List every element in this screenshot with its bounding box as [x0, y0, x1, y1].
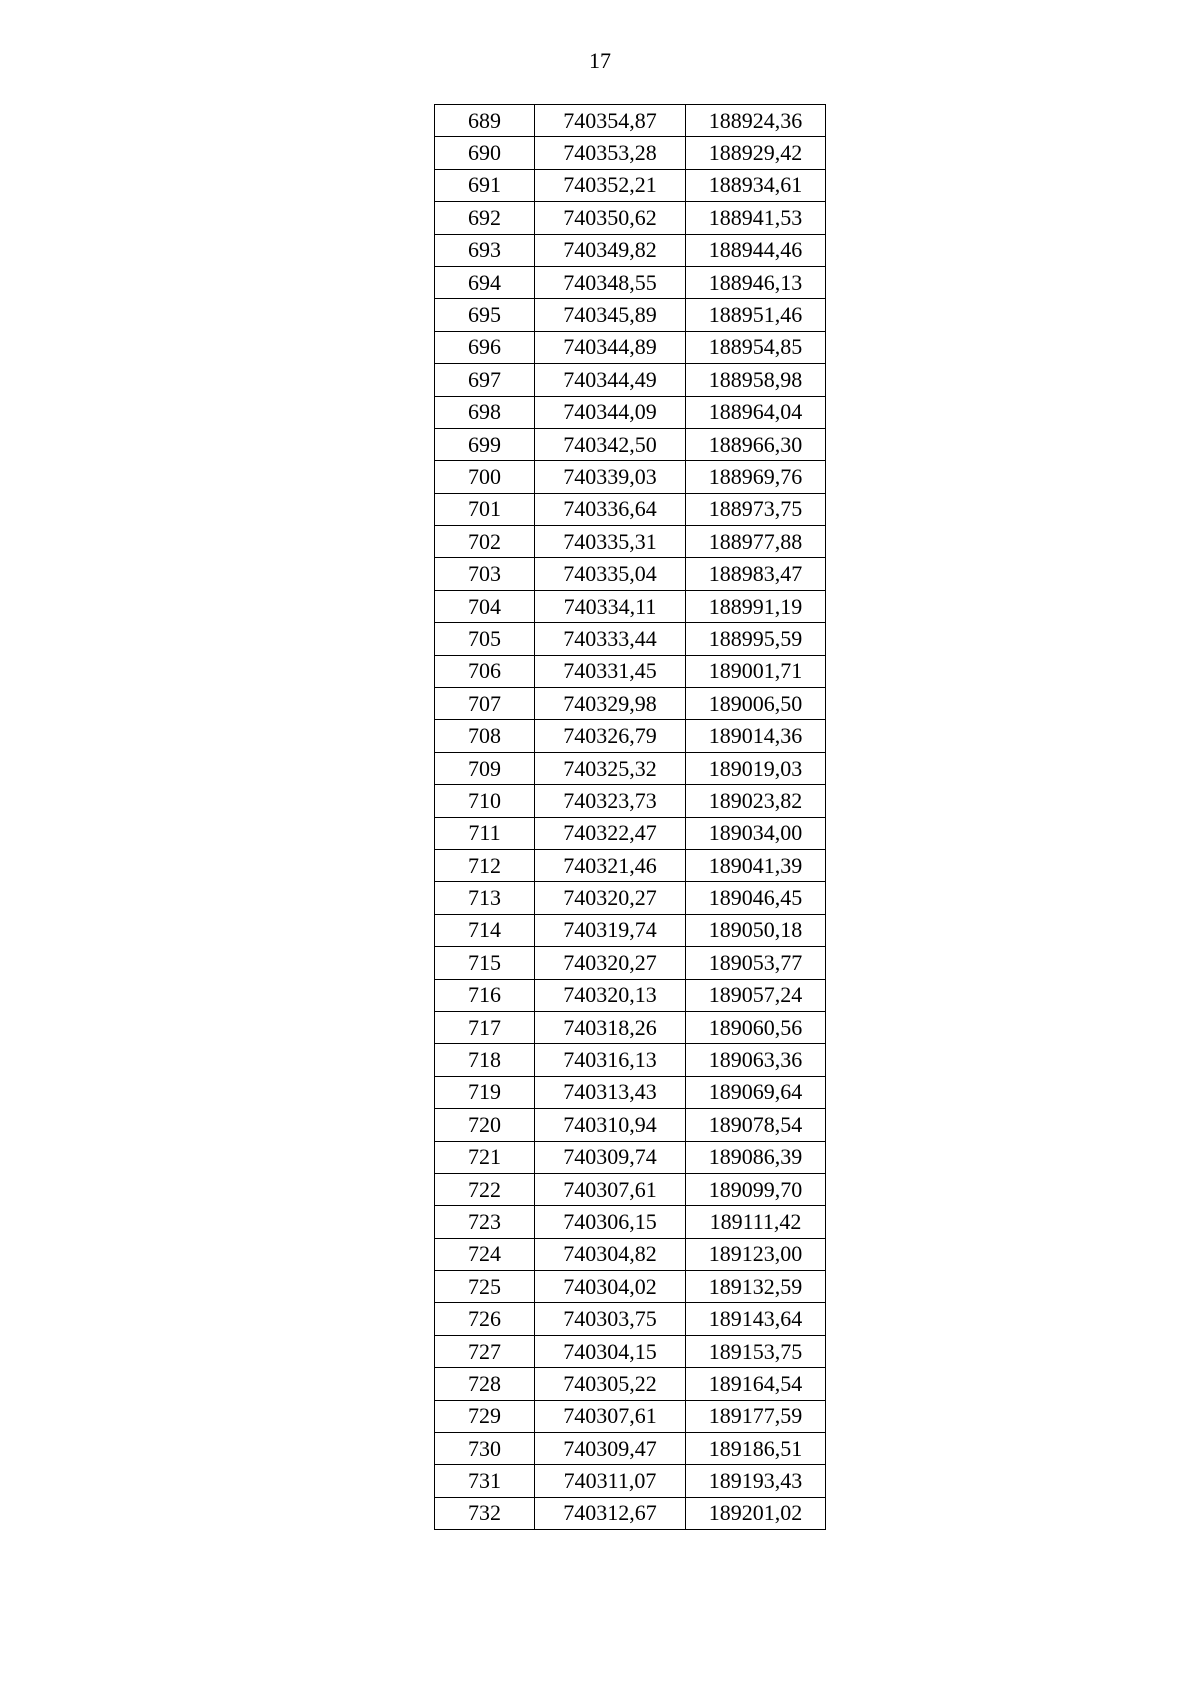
point-number-cell: 712 — [435, 849, 535, 881]
y-coordinate-cell: 188958,98 — [686, 364, 826, 396]
point-number-cell: 713 — [435, 882, 535, 914]
y-coordinate-cell: 189193,43 — [686, 1465, 826, 1497]
x-coordinate-cell: 740309,47 — [535, 1433, 686, 1465]
x-coordinate-cell: 740310,94 — [535, 1109, 686, 1141]
point-number-cell: 689 — [435, 105, 535, 137]
y-coordinate-cell: 189057,24 — [686, 979, 826, 1011]
point-number-cell: 718 — [435, 1044, 535, 1076]
y-coordinate-cell: 188944,46 — [686, 234, 826, 266]
y-coordinate-cell: 189060,56 — [686, 1011, 826, 1043]
x-coordinate-cell: 740344,49 — [535, 364, 686, 396]
x-coordinate-cell: 740348,55 — [535, 266, 686, 298]
point-number-cell: 693 — [435, 234, 535, 266]
point-number-cell: 696 — [435, 331, 535, 363]
x-coordinate-cell: 740312,67 — [535, 1497, 686, 1529]
table-row — [435, 202, 826, 234]
table-row — [435, 1173, 826, 1205]
x-coordinate-cell: 740304,02 — [535, 1271, 686, 1303]
point-number-cell: 730 — [435, 1433, 535, 1465]
x-coordinate-cell: 740329,98 — [535, 688, 686, 720]
x-coordinate-cell: 740344,89 — [535, 331, 686, 363]
x-coordinate-cell: 740303,75 — [535, 1303, 686, 1335]
point-number-cell: 724 — [435, 1238, 535, 1270]
y-coordinate-cell: 188973,75 — [686, 493, 826, 525]
x-coordinate-cell: 740325,32 — [535, 752, 686, 784]
table-row — [435, 1044, 826, 1076]
table-row — [435, 299, 826, 331]
point-number-cell: 721 — [435, 1141, 535, 1173]
table-row — [435, 364, 826, 396]
point-number-cell: 692 — [435, 202, 535, 234]
point-number-cell: 699 — [435, 428, 535, 460]
y-coordinate-cell: 189019,03 — [686, 752, 826, 784]
table-row — [435, 526, 826, 558]
x-coordinate-cell: 740305,22 — [535, 1368, 686, 1400]
y-coordinate-cell: 189034,00 — [686, 817, 826, 849]
table-row — [435, 461, 826, 493]
table-row — [435, 1271, 826, 1303]
x-coordinate-cell: 740320,27 — [535, 882, 686, 914]
x-coordinate-cell: 740326,79 — [535, 720, 686, 752]
point-number-cell: 694 — [435, 266, 535, 298]
point-number-cell: 709 — [435, 752, 535, 784]
table-row — [435, 688, 826, 720]
x-coordinate-cell: 740311,07 — [535, 1465, 686, 1497]
y-coordinate-cell: 188964,04 — [686, 396, 826, 428]
coordinates-table-body — [435, 105, 826, 1530]
point-number-cell: 723 — [435, 1206, 535, 1238]
table-row — [435, 785, 826, 817]
table-row — [435, 105, 826, 137]
x-coordinate-cell: 740318,26 — [535, 1011, 686, 1043]
table-row — [435, 1109, 826, 1141]
point-number-cell: 727 — [435, 1335, 535, 1367]
table-row — [435, 1497, 826, 1529]
point-number-cell: 705 — [435, 623, 535, 655]
x-coordinate-cell: 740339,03 — [535, 461, 686, 493]
point-number-cell: 719 — [435, 1076, 535, 1108]
point-number-cell: 690 — [435, 137, 535, 169]
y-coordinate-cell: 189078,54 — [686, 1109, 826, 1141]
y-coordinate-cell: 189099,70 — [686, 1173, 826, 1205]
y-coordinate-cell: 189177,59 — [686, 1400, 826, 1432]
x-coordinate-cell: 740320,13 — [535, 979, 686, 1011]
page-number: 17 — [589, 48, 611, 73]
table-row — [435, 752, 826, 784]
y-coordinate-cell: 189050,18 — [686, 914, 826, 946]
y-coordinate-cell: 188969,76 — [686, 461, 826, 493]
y-coordinate-cell: 189153,75 — [686, 1335, 826, 1367]
point-number-cell: 695 — [435, 299, 535, 331]
table-row — [435, 1238, 826, 1270]
point-number-cell: 703 — [435, 558, 535, 590]
x-coordinate-cell: 740336,64 — [535, 493, 686, 525]
point-number-cell: 708 — [435, 720, 535, 752]
x-coordinate-cell: 740307,61 — [535, 1173, 686, 1205]
x-coordinate-cell: 740307,61 — [535, 1400, 686, 1432]
table-row — [435, 1465, 826, 1497]
y-coordinate-cell: 189069,64 — [686, 1076, 826, 1108]
table-row — [435, 1141, 826, 1173]
point-number-cell: 725 — [435, 1271, 535, 1303]
y-coordinate-cell: 189041,39 — [686, 849, 826, 881]
table-row — [435, 493, 826, 525]
y-coordinate-cell: 188977,88 — [686, 526, 826, 558]
table-row — [435, 1303, 826, 1335]
table-row — [435, 720, 826, 752]
x-coordinate-cell: 740334,11 — [535, 590, 686, 622]
point-number-cell: 700 — [435, 461, 535, 493]
table-row — [435, 558, 826, 590]
table-row — [435, 849, 826, 881]
table-row — [435, 1206, 826, 1238]
point-number-cell: 691 — [435, 169, 535, 201]
x-coordinate-cell: 740321,46 — [535, 849, 686, 881]
point-number-cell: 704 — [435, 590, 535, 622]
x-coordinate-cell: 740319,74 — [535, 914, 686, 946]
y-coordinate-cell: 188946,13 — [686, 266, 826, 298]
x-coordinate-cell: 740342,50 — [535, 428, 686, 460]
table-row — [435, 234, 826, 266]
y-coordinate-cell: 189046,45 — [686, 882, 826, 914]
point-number-cell: 698 — [435, 396, 535, 428]
y-coordinate-cell: 188951,46 — [686, 299, 826, 331]
y-coordinate-cell: 189014,36 — [686, 720, 826, 752]
y-coordinate-cell: 189001,71 — [686, 655, 826, 687]
table-row — [435, 979, 826, 1011]
point-number-cell: 726 — [435, 1303, 535, 1335]
x-coordinate-cell: 740331,45 — [535, 655, 686, 687]
coordinates-table — [434, 104, 826, 1530]
y-coordinate-cell: 188929,42 — [686, 137, 826, 169]
y-coordinate-cell: 189086,39 — [686, 1141, 826, 1173]
x-coordinate-cell: 740313,43 — [535, 1076, 686, 1108]
point-number-cell: 728 — [435, 1368, 535, 1400]
point-number-cell: 707 — [435, 688, 535, 720]
point-number-cell: 702 — [435, 526, 535, 558]
x-coordinate-cell: 740304,15 — [535, 1335, 686, 1367]
point-number-cell: 720 — [435, 1109, 535, 1141]
table-row — [435, 1011, 826, 1043]
table-row — [435, 1076, 826, 1108]
x-coordinate-cell: 740323,73 — [535, 785, 686, 817]
x-coordinate-cell: 740354,87 — [535, 105, 686, 137]
x-coordinate-cell: 740304,82 — [535, 1238, 686, 1270]
table-row — [435, 947, 826, 979]
y-coordinate-cell: 188995,59 — [686, 623, 826, 655]
y-coordinate-cell: 189111,42 — [686, 1206, 826, 1238]
x-coordinate-cell: 740335,31 — [535, 526, 686, 558]
point-number-cell: 706 — [435, 655, 535, 687]
x-coordinate-cell: 740320,27 — [535, 947, 686, 979]
table-row — [435, 1400, 826, 1432]
y-coordinate-cell: 189006,50 — [686, 688, 826, 720]
x-coordinate-cell: 740316,13 — [535, 1044, 686, 1076]
point-number-cell: 697 — [435, 364, 535, 396]
table-row — [435, 1433, 826, 1465]
point-number-cell: 710 — [435, 785, 535, 817]
table-row — [435, 1368, 826, 1400]
x-coordinate-cell: 740322,47 — [535, 817, 686, 849]
table-row — [435, 655, 826, 687]
point-number-cell: 722 — [435, 1173, 535, 1205]
table-row — [435, 331, 826, 363]
point-number-cell: 729 — [435, 1400, 535, 1432]
point-number-cell: 732 — [435, 1497, 535, 1529]
y-coordinate-cell: 189201,02 — [686, 1497, 826, 1529]
y-coordinate-cell: 189143,64 — [686, 1303, 826, 1335]
point-number-cell: 714 — [435, 914, 535, 946]
y-coordinate-cell: 189123,00 — [686, 1238, 826, 1270]
y-coordinate-cell: 188966,30 — [686, 428, 826, 460]
table-row — [435, 266, 826, 298]
point-number-cell: 715 — [435, 947, 535, 979]
table-row — [435, 882, 826, 914]
y-coordinate-cell: 189023,82 — [686, 785, 826, 817]
y-coordinate-cell: 188983,47 — [686, 558, 826, 590]
y-coordinate-cell: 189186,51 — [686, 1433, 826, 1465]
point-number-cell: 731 — [435, 1465, 535, 1497]
point-number-cell: 716 — [435, 979, 535, 1011]
point-number-cell: 717 — [435, 1011, 535, 1043]
x-coordinate-cell: 740309,74 — [535, 1141, 686, 1173]
point-number-cell: 701 — [435, 493, 535, 525]
table-row — [435, 396, 826, 428]
y-coordinate-cell: 188941,53 — [686, 202, 826, 234]
y-coordinate-cell: 188954,85 — [686, 331, 826, 363]
x-coordinate-cell: 740344,09 — [535, 396, 686, 428]
x-coordinate-cell: 740349,82 — [535, 234, 686, 266]
table-row — [435, 914, 826, 946]
x-coordinate-cell: 740352,21 — [535, 169, 686, 201]
x-coordinate-cell: 740333,44 — [535, 623, 686, 655]
table-row — [435, 623, 826, 655]
y-coordinate-cell: 189132,59 — [686, 1271, 826, 1303]
y-coordinate-cell: 188934,61 — [686, 169, 826, 201]
x-coordinate-cell: 740335,04 — [535, 558, 686, 590]
table-row — [435, 590, 826, 622]
table-row — [435, 428, 826, 460]
table-row — [435, 137, 826, 169]
table-row — [435, 1335, 826, 1367]
y-coordinate-cell: 189053,77 — [686, 947, 826, 979]
y-coordinate-cell: 189164,54 — [686, 1368, 826, 1400]
table-row — [435, 169, 826, 201]
y-coordinate-cell: 188991,19 — [686, 590, 826, 622]
y-coordinate-cell: 188924,36 — [686, 105, 826, 137]
x-coordinate-cell: 740345,89 — [535, 299, 686, 331]
x-coordinate-cell: 740306,15 — [535, 1206, 686, 1238]
y-coordinate-cell: 189063,36 — [686, 1044, 826, 1076]
x-coordinate-cell: 740350,62 — [535, 202, 686, 234]
table-row — [435, 817, 826, 849]
point-number-cell: 711 — [435, 817, 535, 849]
x-coordinate-cell: 740353,28 — [535, 137, 686, 169]
